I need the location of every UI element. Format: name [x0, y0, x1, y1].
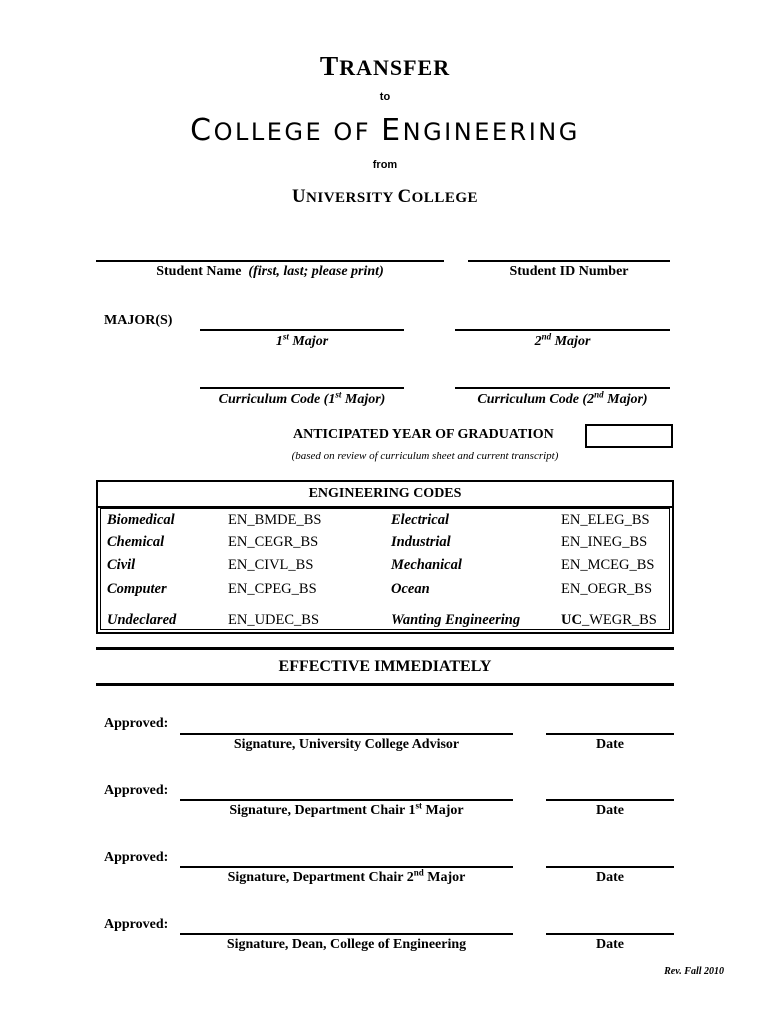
dean-date-field[interactable] [546, 933, 674, 935]
field-name: Chemical [107, 534, 165, 550]
codes-body [100, 508, 670, 630]
effective-bottom-rule [96, 683, 674, 686]
date-label: Date [596, 937, 624, 952]
field-code: EN_BMDE_BS [228, 512, 322, 528]
chair1-signature-field[interactable] [180, 799, 513, 801]
curriculum-code-2-field[interactable] [455, 387, 670, 389]
field-code: EN_CIVL_BS [228, 557, 314, 573]
codes-heading-row [98, 482, 672, 508]
approved-label: Approved: [104, 716, 169, 731]
curriculum-code-1-label: Curriculum Code (1st Major) [218, 389, 386, 407]
second-major-field[interactable] [455, 329, 670, 331]
signature-label: Signature, Dean, College of Engineering [226, 937, 467, 952]
student-name-label: Student Name (first, last; please print) [156, 264, 384, 279]
code-row [101, 610, 669, 630]
field-code: EN_INEG_BS [561, 534, 648, 550]
field-code: EN_CPEG_BS [228, 581, 317, 597]
student-name-field[interactable] [96, 260, 444, 262]
date-label: Date [596, 737, 624, 752]
code-row [101, 555, 669, 575]
graduation-note: (based on review of curriculum sheet and current transcript) [291, 450, 559, 462]
approved-label: Approved: [104, 850, 169, 865]
field-code: EN_MCEG_BS [561, 557, 655, 573]
engineering-codes-table [96, 480, 674, 634]
second-major-label: 2nd Major [534, 331, 591, 349]
field-code: EN_ELEG_BS [561, 512, 650, 528]
signature-label: Signature, University College Advisor [233, 737, 460, 752]
field-name: Ocean [391, 581, 430, 597]
date-label: Date [596, 870, 624, 885]
majors-label: MAJOR(S) [104, 313, 173, 328]
field-name: Mechanical [391, 557, 462, 573]
field-name: Civil [107, 557, 136, 573]
field-name: Wanting Engineering [391, 612, 521, 628]
approved-label: Approved: [104, 917, 169, 932]
chair2-date-field[interactable] [546, 866, 674, 868]
field-code: EN_UDEC_BS [228, 612, 320, 628]
field-code: UC_WEGR_BS [561, 612, 657, 628]
code-row [101, 510, 669, 530]
signature-label: Signature, Department Chair 2nd Major [227, 867, 466, 885]
field-name: Biomedical [107, 512, 175, 528]
codes-heading: ENGINEERING CODES [308, 486, 462, 501]
advisor-signature-field[interactable] [180, 733, 513, 735]
field-name: Undeclared [107, 612, 177, 628]
title-to: to [379, 91, 391, 103]
curriculum-code-1-field[interactable] [200, 387, 404, 389]
code-row [101, 579, 669, 599]
code-row [101, 532, 669, 552]
curriculum-code-2-label: Curriculum Code (2nd Major) [477, 389, 648, 407]
student-id-field[interactable] [468, 260, 670, 262]
chair2-signature-field[interactable] [180, 866, 513, 868]
student-id-label: Student ID Number [509, 264, 629, 279]
field-code: EN_CEGR_BS [228, 534, 319, 550]
field-name: Industrial [391, 534, 451, 550]
form-title-university: UNIVERSITY COLLEGE [291, 186, 478, 207]
dean-signature-field[interactable] [180, 933, 513, 935]
form-title-transfer: TRANSFER [319, 50, 451, 81]
approved-label: Approved: [104, 783, 169, 798]
graduation-label: ANTICIPATED YEAR OF GRADUATION [293, 427, 554, 442]
revision-note: Rev. Fall 2010 [664, 966, 724, 977]
field-name: Electrical [391, 512, 449, 528]
first-major-field[interactable] [200, 329, 404, 331]
date-label: Date [596, 803, 624, 818]
first-major-label: 1st Major [275, 331, 329, 349]
field-name: Computer [107, 581, 167, 597]
advisor-date-field[interactable] [546, 733, 674, 735]
chair1-date-field[interactable] [546, 799, 674, 801]
effective-top-rule [96, 647, 674, 650]
form-title-college: COLLEGE OF ENGINEERING [190, 113, 580, 148]
graduation-year-field[interactable] [585, 424, 673, 448]
signature-label: Signature, Department Chair 1st Major [229, 800, 464, 818]
field-code: EN_OEGR_BS [561, 581, 653, 597]
title-from: from [372, 159, 398, 171]
effective-heading: EFFECTIVE IMMEDIATELY [278, 658, 492, 675]
